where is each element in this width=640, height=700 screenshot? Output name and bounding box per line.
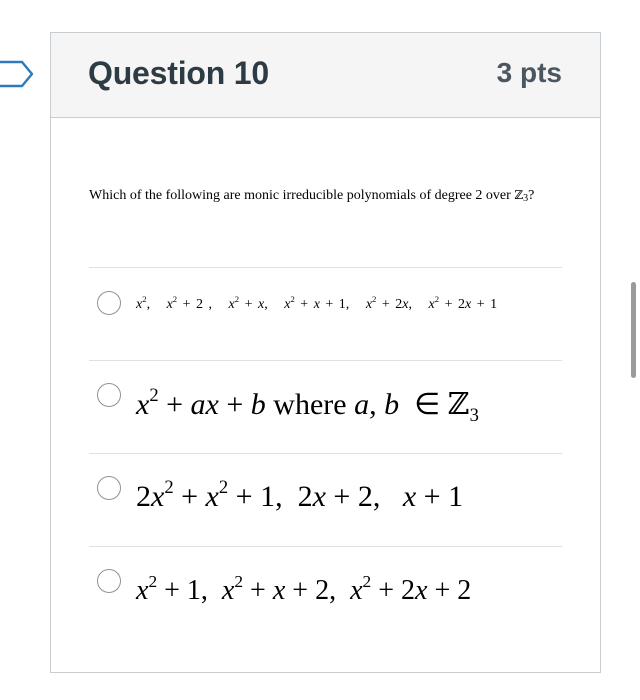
answer-option-2[interactable] <box>97 381 562 431</box>
answer-option-3[interactable] <box>97 474 562 524</box>
answer-option-3-formula: $2x^2 + x^2 + 1$, 2x + 2, x + 1 <box>136 476 464 513</box>
bookmark-flag-icon[interactable] <box>0 60 34 88</box>
divider <box>89 360 562 361</box>
divider <box>89 267 562 268</box>
question-points: 3 pts <box>496 57 562 88</box>
divider <box>89 453 562 454</box>
question-card <box>50 32 601 673</box>
answer-option-1[interactable] <box>97 289 562 329</box>
page-scrollbar[interactable] <box>631 282 636 378</box>
answer-option-4[interactable] <box>97 567 562 617</box>
divider <box>89 546 562 547</box>
integers-mod-symbol: ℤ <box>514 188 524 202</box>
answer-option-2-formula: $x^2$ + ax + b where a, b ∈ ℤ$_3$ <box>136 384 479 426</box>
question-prompt <box>89 188 534 204</box>
question-prompt-suffix: ? <box>528 188 535 203</box>
integers-mod-subscript: 3 <box>523 193 529 204</box>
radio-circle-icon[interactable] <box>97 569 121 593</box>
answer-option-1-formula: $x^2$, $x^2 + 2$ , $x^2 + x$, $x^2 + x + 1$, $x^2 + 2x$, $x^2 + 2x + 1$ <box>136 293 498 312</box>
radio-circle-icon[interactable] <box>97 383 121 407</box>
question-header <box>51 33 600 118</box>
radio-circle-icon[interactable] <box>97 291 121 315</box>
answer-option-4-formula: $x^2 + 1$, $x^2 + x + 2$, $x^2 + 2x + 2$ <box>136 571 472 606</box>
question-title: Question 10 <box>88 55 269 91</box>
radio-circle-icon[interactable] <box>97 476 121 500</box>
question-prompt-text: Which of the following are monic irreducible polynomials of degree 2 over <box>89 188 511 203</box>
